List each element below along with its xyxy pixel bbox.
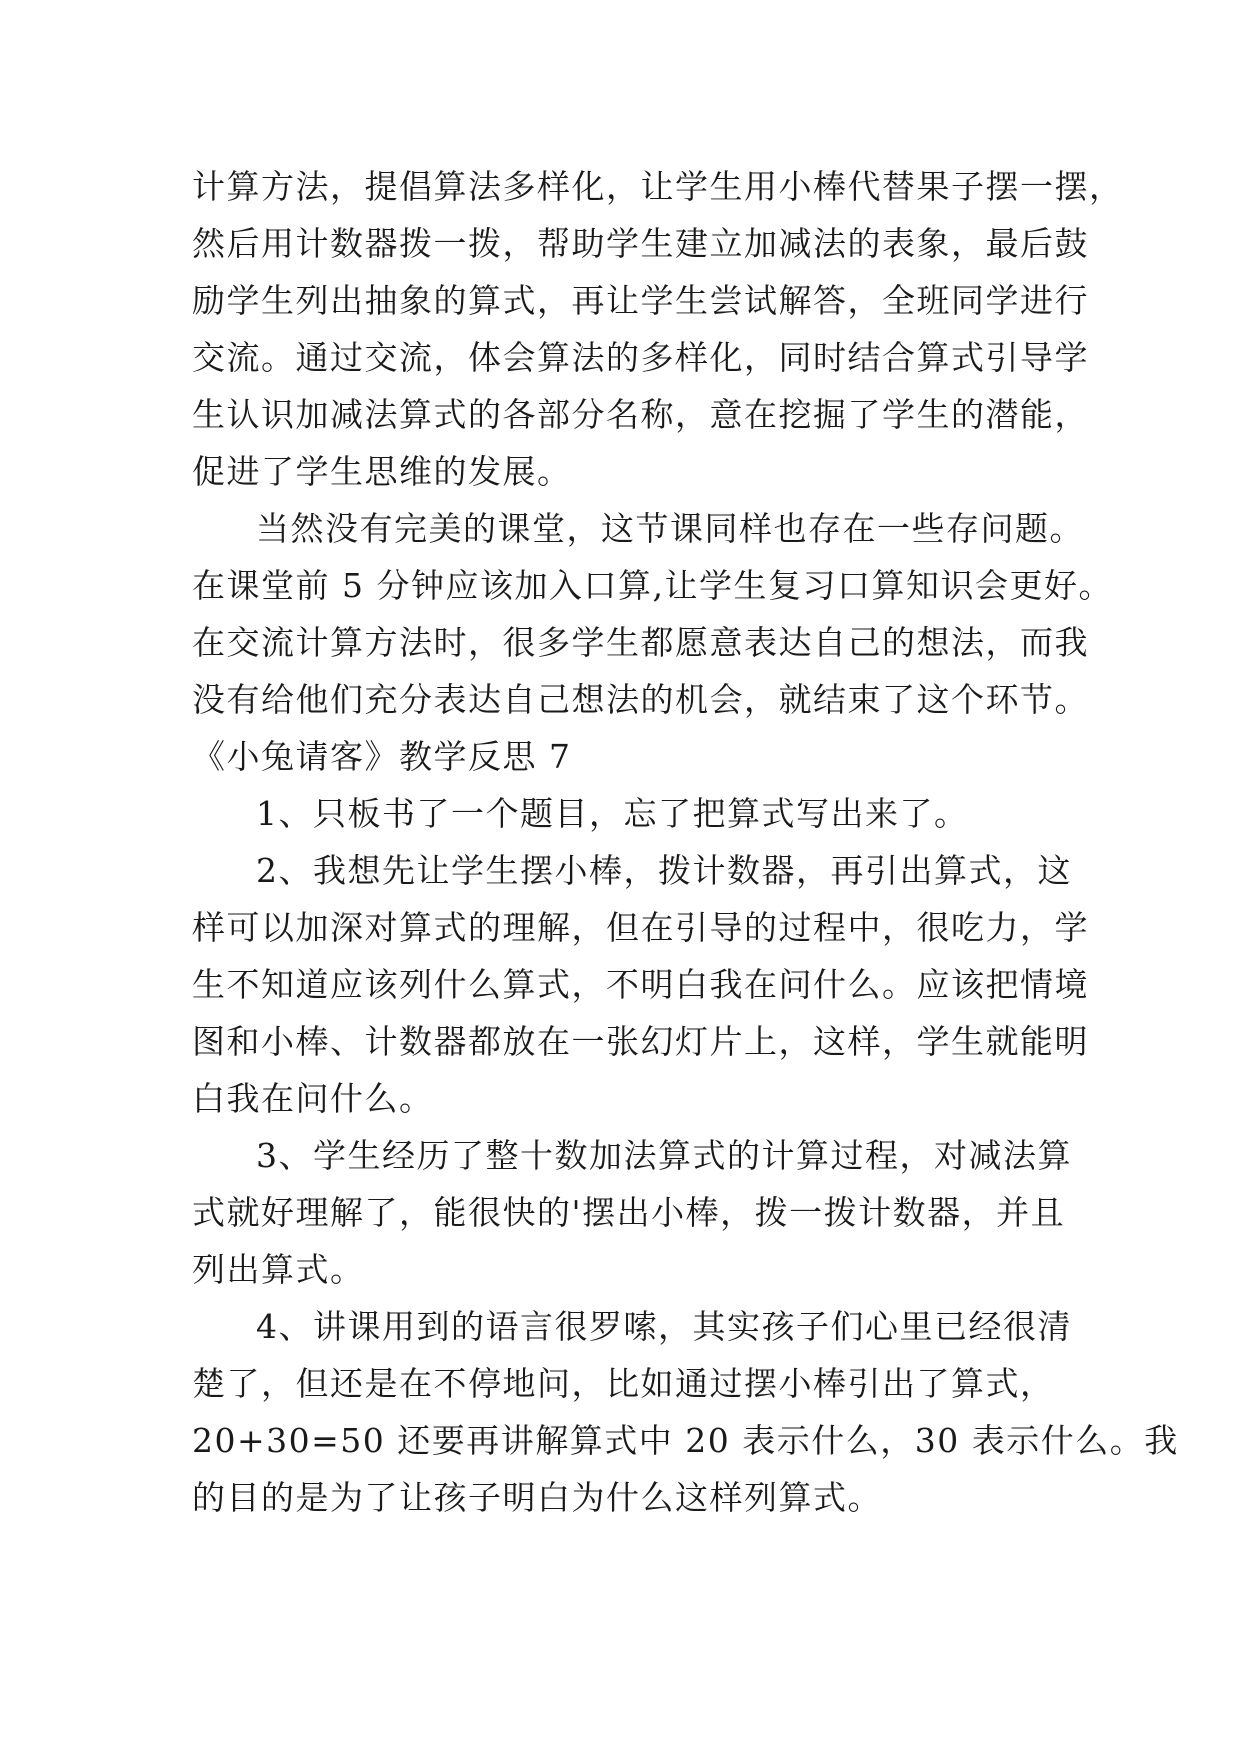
text-line: 在课堂前 5 分钟应该加入口算,让学生复习口算知识会更好。 bbox=[192, 566, 1113, 605]
list-item-2: 2、我想先让学生摆小棒，拨计数器，再引出算式，这 bbox=[256, 851, 1072, 890]
text-line: 列出算式。 bbox=[192, 1250, 365, 1289]
text-line: 励学生列出抽象的算式，再让学生尝试解答，全班同学进行 bbox=[192, 281, 1089, 320]
section-heading: 《小兔请客》教学反思 7 bbox=[192, 737, 572, 776]
list-item-4: 4、讲课用到的语言很罗嗦，其实孩子们心里已经很清 bbox=[256, 1307, 1072, 1346]
list-item-1: 1、只板书了一个题目，忘了把算式写出来了。 bbox=[256, 794, 969, 833]
text-line: 图和小棒、计数器都放在一张幻灯片上，这样，学生就能明 bbox=[192, 1022, 1089, 1061]
text-line: 生不知道应该列什么算式，不明白我在问什么。应该把情境 bbox=[192, 965, 1089, 1004]
text-line: 生认识加减法算式的各部分名称，意在挖掘了学生的潜能， bbox=[192, 395, 1089, 434]
text-line: 样可以加深对算式的理解，但在引导的过程中，很吃力，学 bbox=[192, 908, 1089, 947]
text-line: 没有给他们充分表达自己想法的机会，就结束了这个环节。 bbox=[192, 680, 1089, 719]
text-line: 楚了，但还是在不停地问，比如通过摆小棒引出了算式， bbox=[192, 1364, 1055, 1403]
text-line: 计算方法，提倡算法多样化，让学生用小棒代替果子摆一摆， bbox=[192, 167, 1124, 206]
text-line: 促进了学生思维的发展。 bbox=[192, 452, 572, 491]
text-line: 在交流计算方法时，很多学生都愿意表达自己的想法，而我 bbox=[192, 623, 1089, 662]
text-line: 白我在问什么。 bbox=[192, 1079, 434, 1118]
text-line: 交流。通过交流，体会算法的多样化，同时结合算式引导学 bbox=[192, 338, 1089, 377]
text-line: 的目的是为了让孩子明白为什么这样列算式。 bbox=[192, 1478, 882, 1517]
list-item-3: 3、学生经历了整十数加法算式的计算过程，对减法算 bbox=[256, 1136, 1072, 1175]
text-line: 然后用计数器拨一拨，帮助学生建立加减法的表象，最后鼓 bbox=[192, 224, 1089, 263]
text-line: 20+30=50 还要再讲解算式中 20 表示什么，30 表示什么。我 bbox=[192, 1421, 1179, 1460]
text-line: 式就好理解了，能很快的'摆出小棒，拨一拨计数器，并且 bbox=[192, 1193, 1066, 1232]
paragraph-start-line: 当然没有完美的课堂，这节课同样也存在一些存问题。 bbox=[256, 509, 1084, 548]
